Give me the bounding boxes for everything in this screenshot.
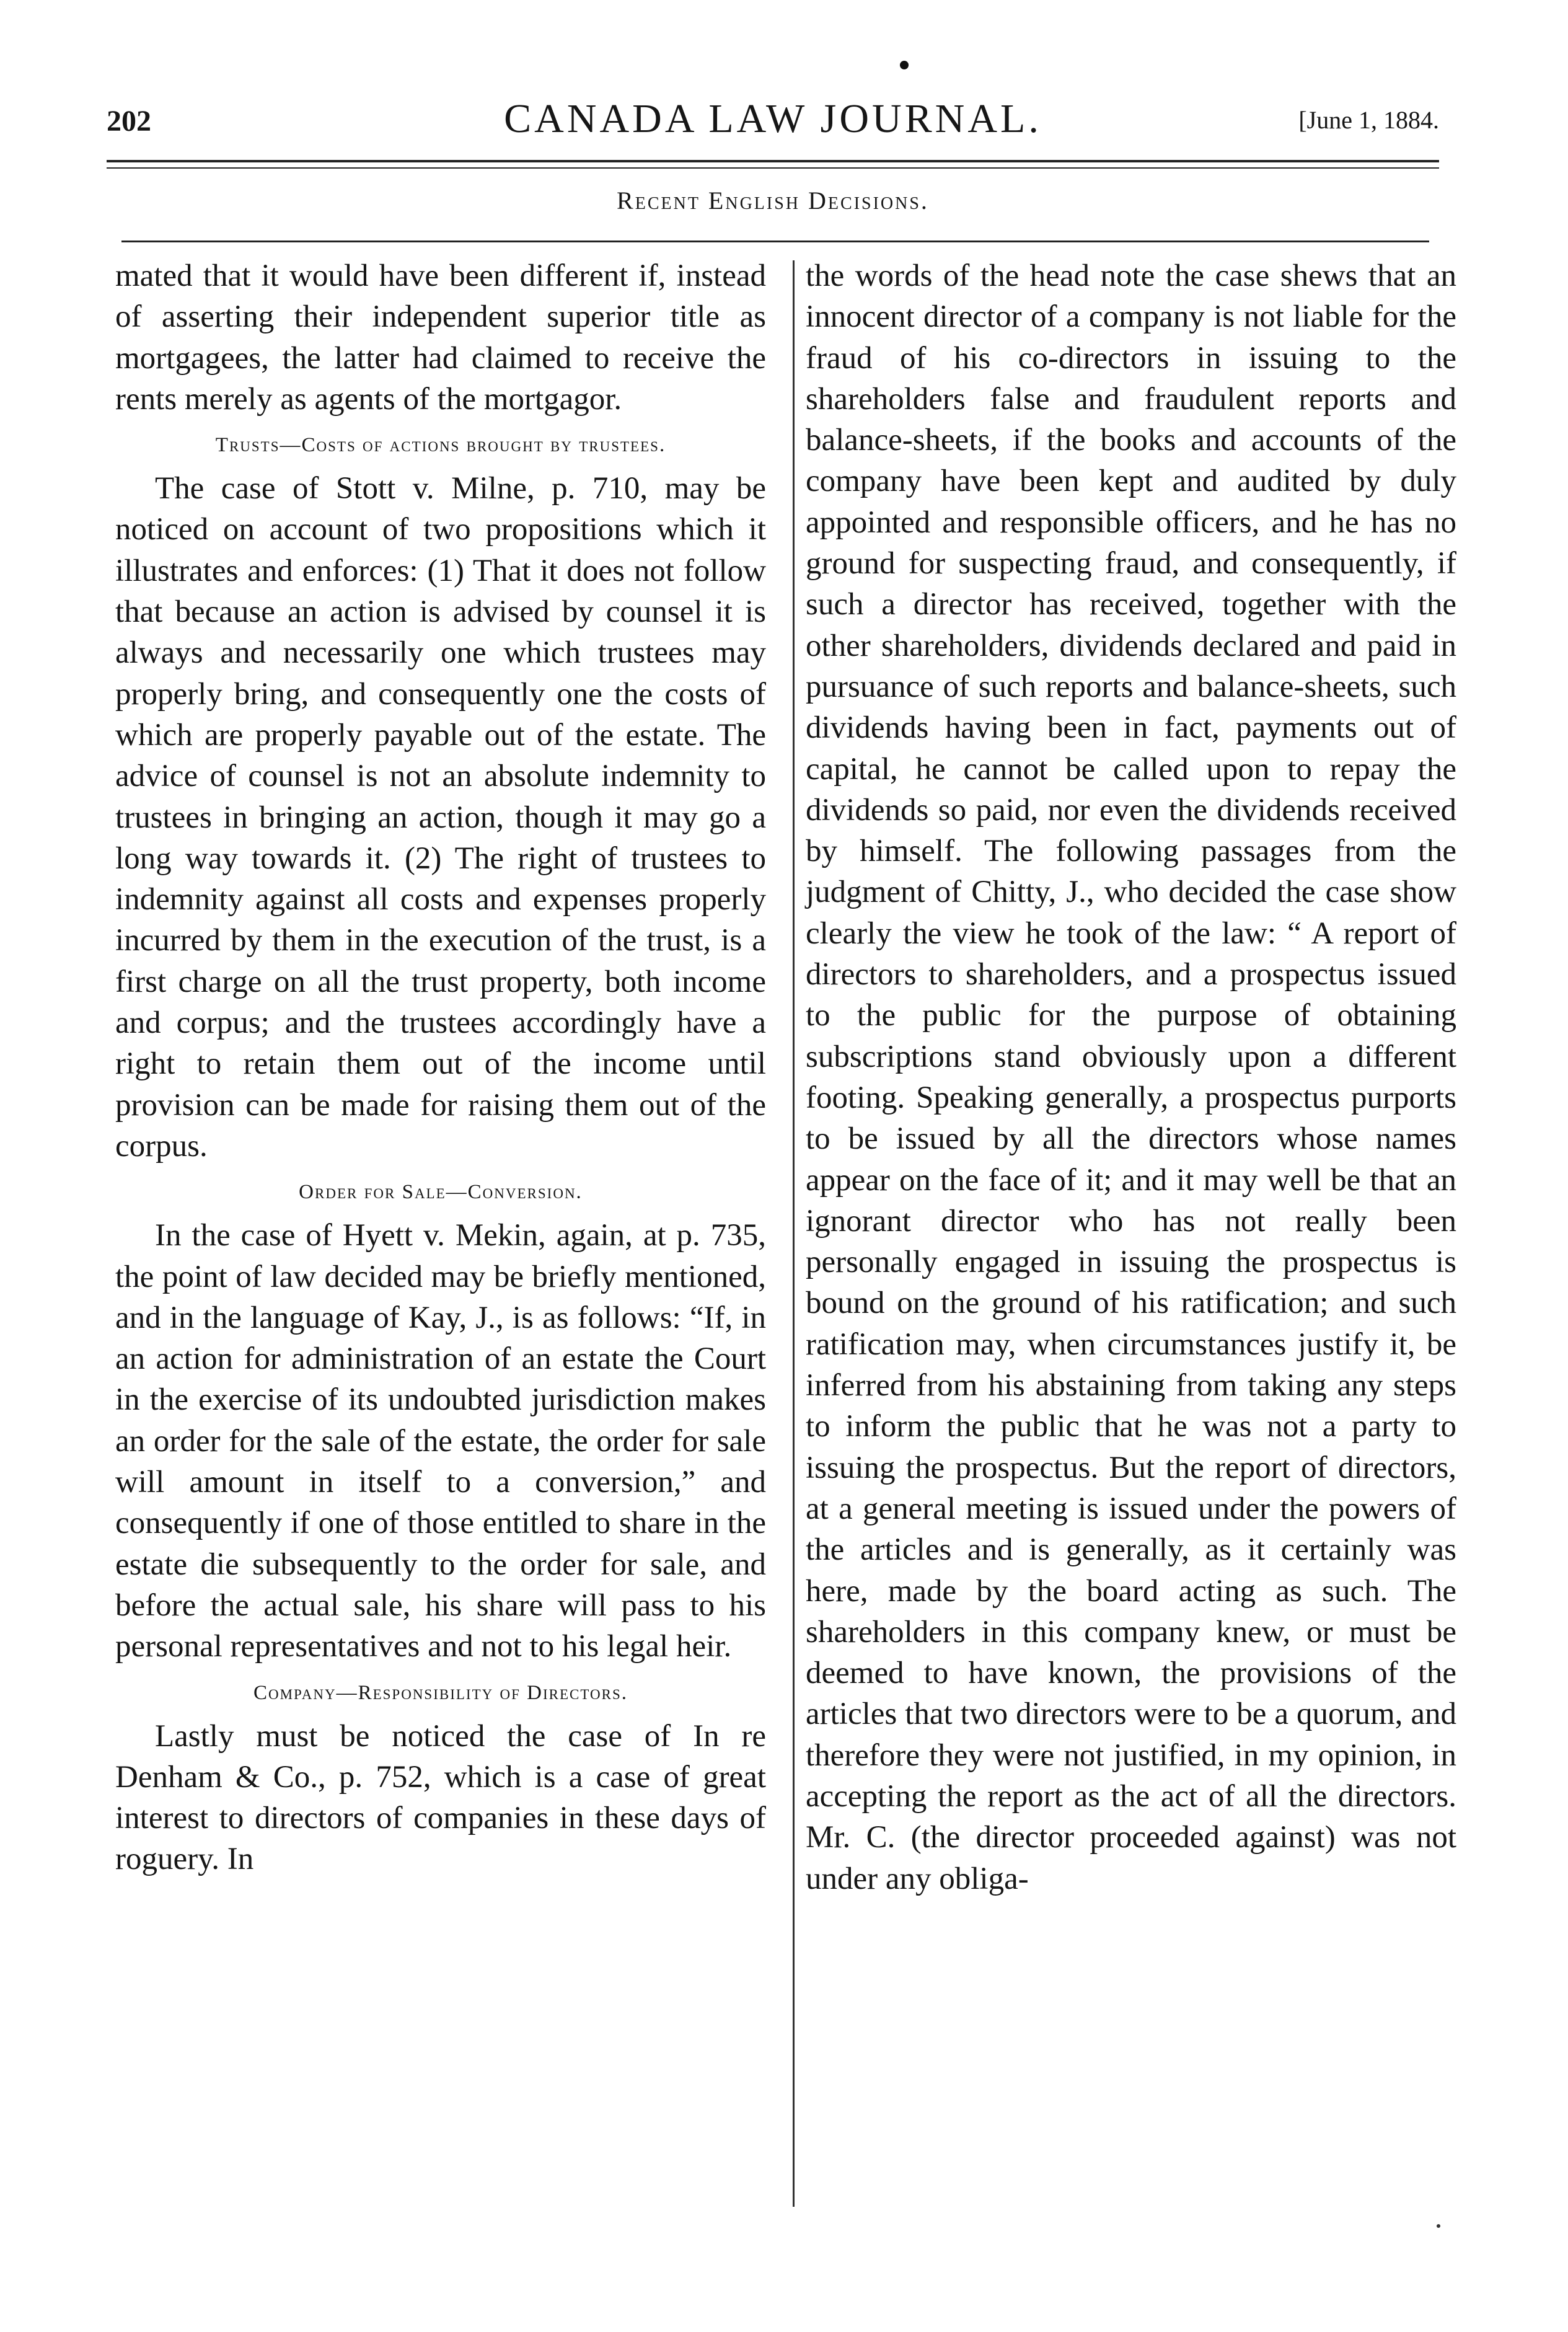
journal-title: CANADA LAW JOURNAL. — [504, 96, 1042, 141]
ink-speck — [1437, 2224, 1440, 2228]
continuation-paragraph: mated that it would have been different if, instead of asserting their independent superior title as mortgagees, the latter had claimed to receive the rents merely as agents of the mortgagor. — [115, 258, 766, 417]
ink-dot — [900, 61, 909, 69]
header-rule — [107, 160, 1439, 162]
header-rule-thin — [107, 167, 1439, 169]
section-heading-trusts: Trusts—Costs of actions brought by trustees. — [215, 434, 666, 457]
right-column — [806, 255, 1456, 1899]
paragraph-denham-continued: the words of the head note the case shews that an innocent director of a company is not liable for the fraud of his co-directors in issuing to the shareholders false and fraudulent reports and balance-sheets, if the books and accounts of the company have been kept and audited by duly appointed and responsible officers, and he has no ground for suspecting fraud, and consequently, if such a director has received, together with the other shareholders, dividends declared and paid in pursuance of such reports and balance-sheets, such dividends having been in fact, payments out of capital, he cannot be called upon to repay the dividends so paid, nor even the dividends received by himself. The following passages from the judgment of Chitty, J., who decided the case show clearly the view he took of the law: “ A report of directors to shareholders, and a prospectus issued to the public for the purpose of obtaining subscriptions stand obviously upon a different footing. Speaking generally, a prospectus purports to be issued by all the directors whose names appear on the face of it; and it may well be that an ignorant director who has not really been personally engaged in issuing the prospectus is bound on the ground of his ratification; and such ratification may, when circumstances justify it, be inferred from his abstaining from taking any steps to inform the public that he was not a party to issuing the prospectus. But the report of directors, at a general meeting is issued under the powers of the articles and is generally, as it certainly was here, made by the board acting as such. The shareholders in this company knew, or must be deemed to have known, the provisions of the articles that two directors were to be a quorum, and therefore they were not justified, in my opinion, in accepting the report as the act of all the directors. Mr. C. (the director proceeded against) was not under any obliga- — [806, 258, 1456, 1896]
left-column — [115, 255, 766, 1880]
page-header — [107, 93, 1439, 149]
section-heading-order-for-sale: Order for Sale—Conversion. — [299, 1181, 583, 1204]
paragraph-stott-v-milne: The case of Stott v. Milne, p. 710, may be noticed on account of two propositions which it illustrates and enforces: (1) That it does not follow that because an action is advised by counsel it is always and necessarily one which trustees may properly bring, and consequently one the costs of which are properly payable out of the estate. The advice of counsel is not an absolute indemnity to trustees in bringing an action, though it may go a long way towards it. (2) The right of trustees to indemnity against all costs and expenses properly incurred by them in the execution of the trust, is a first charge on all the trust property, both income and corpus; and the trustees accordingly have a right to retain them out of the income until provision can be made for raising them out of the corpus. — [115, 471, 766, 1164]
paragraph-re-denham: Lastly must be noticed the case of In re Denham & Co., p. 752, which is a case of great interest to directors of companies in these days of roguery. In — [115, 1718, 766, 1877]
issue-date: [June 1, 1884. — [1298, 106, 1439, 134]
column-divider — [793, 260, 795, 2207]
running-head-rule — [121, 241, 1429, 242]
running-head: Recent English Decisions. — [617, 187, 929, 214]
page-number: 202 — [107, 105, 151, 138]
paragraph-hyett-v-mekin: In the case of Hyett v. Mekin, again, at p. 735, the point of law decided may be briefly mentioned, and in the language of Kay, J., is as follows: “If, in an action for administration of an estate the Court in the exercise of its undoubted jurisdiction makes an order for the sale of the estate, the order for sale will amount in itself to a conversion,” and consequently if one of those entitled to share in the estate die subsequently to the order for sale, and before the actual sale, his share will pass to his personal representatives and not to his legal heir. — [115, 1218, 766, 1664]
section-heading-company-directors: Company—Responsibility of Directors. — [253, 1681, 628, 1704]
